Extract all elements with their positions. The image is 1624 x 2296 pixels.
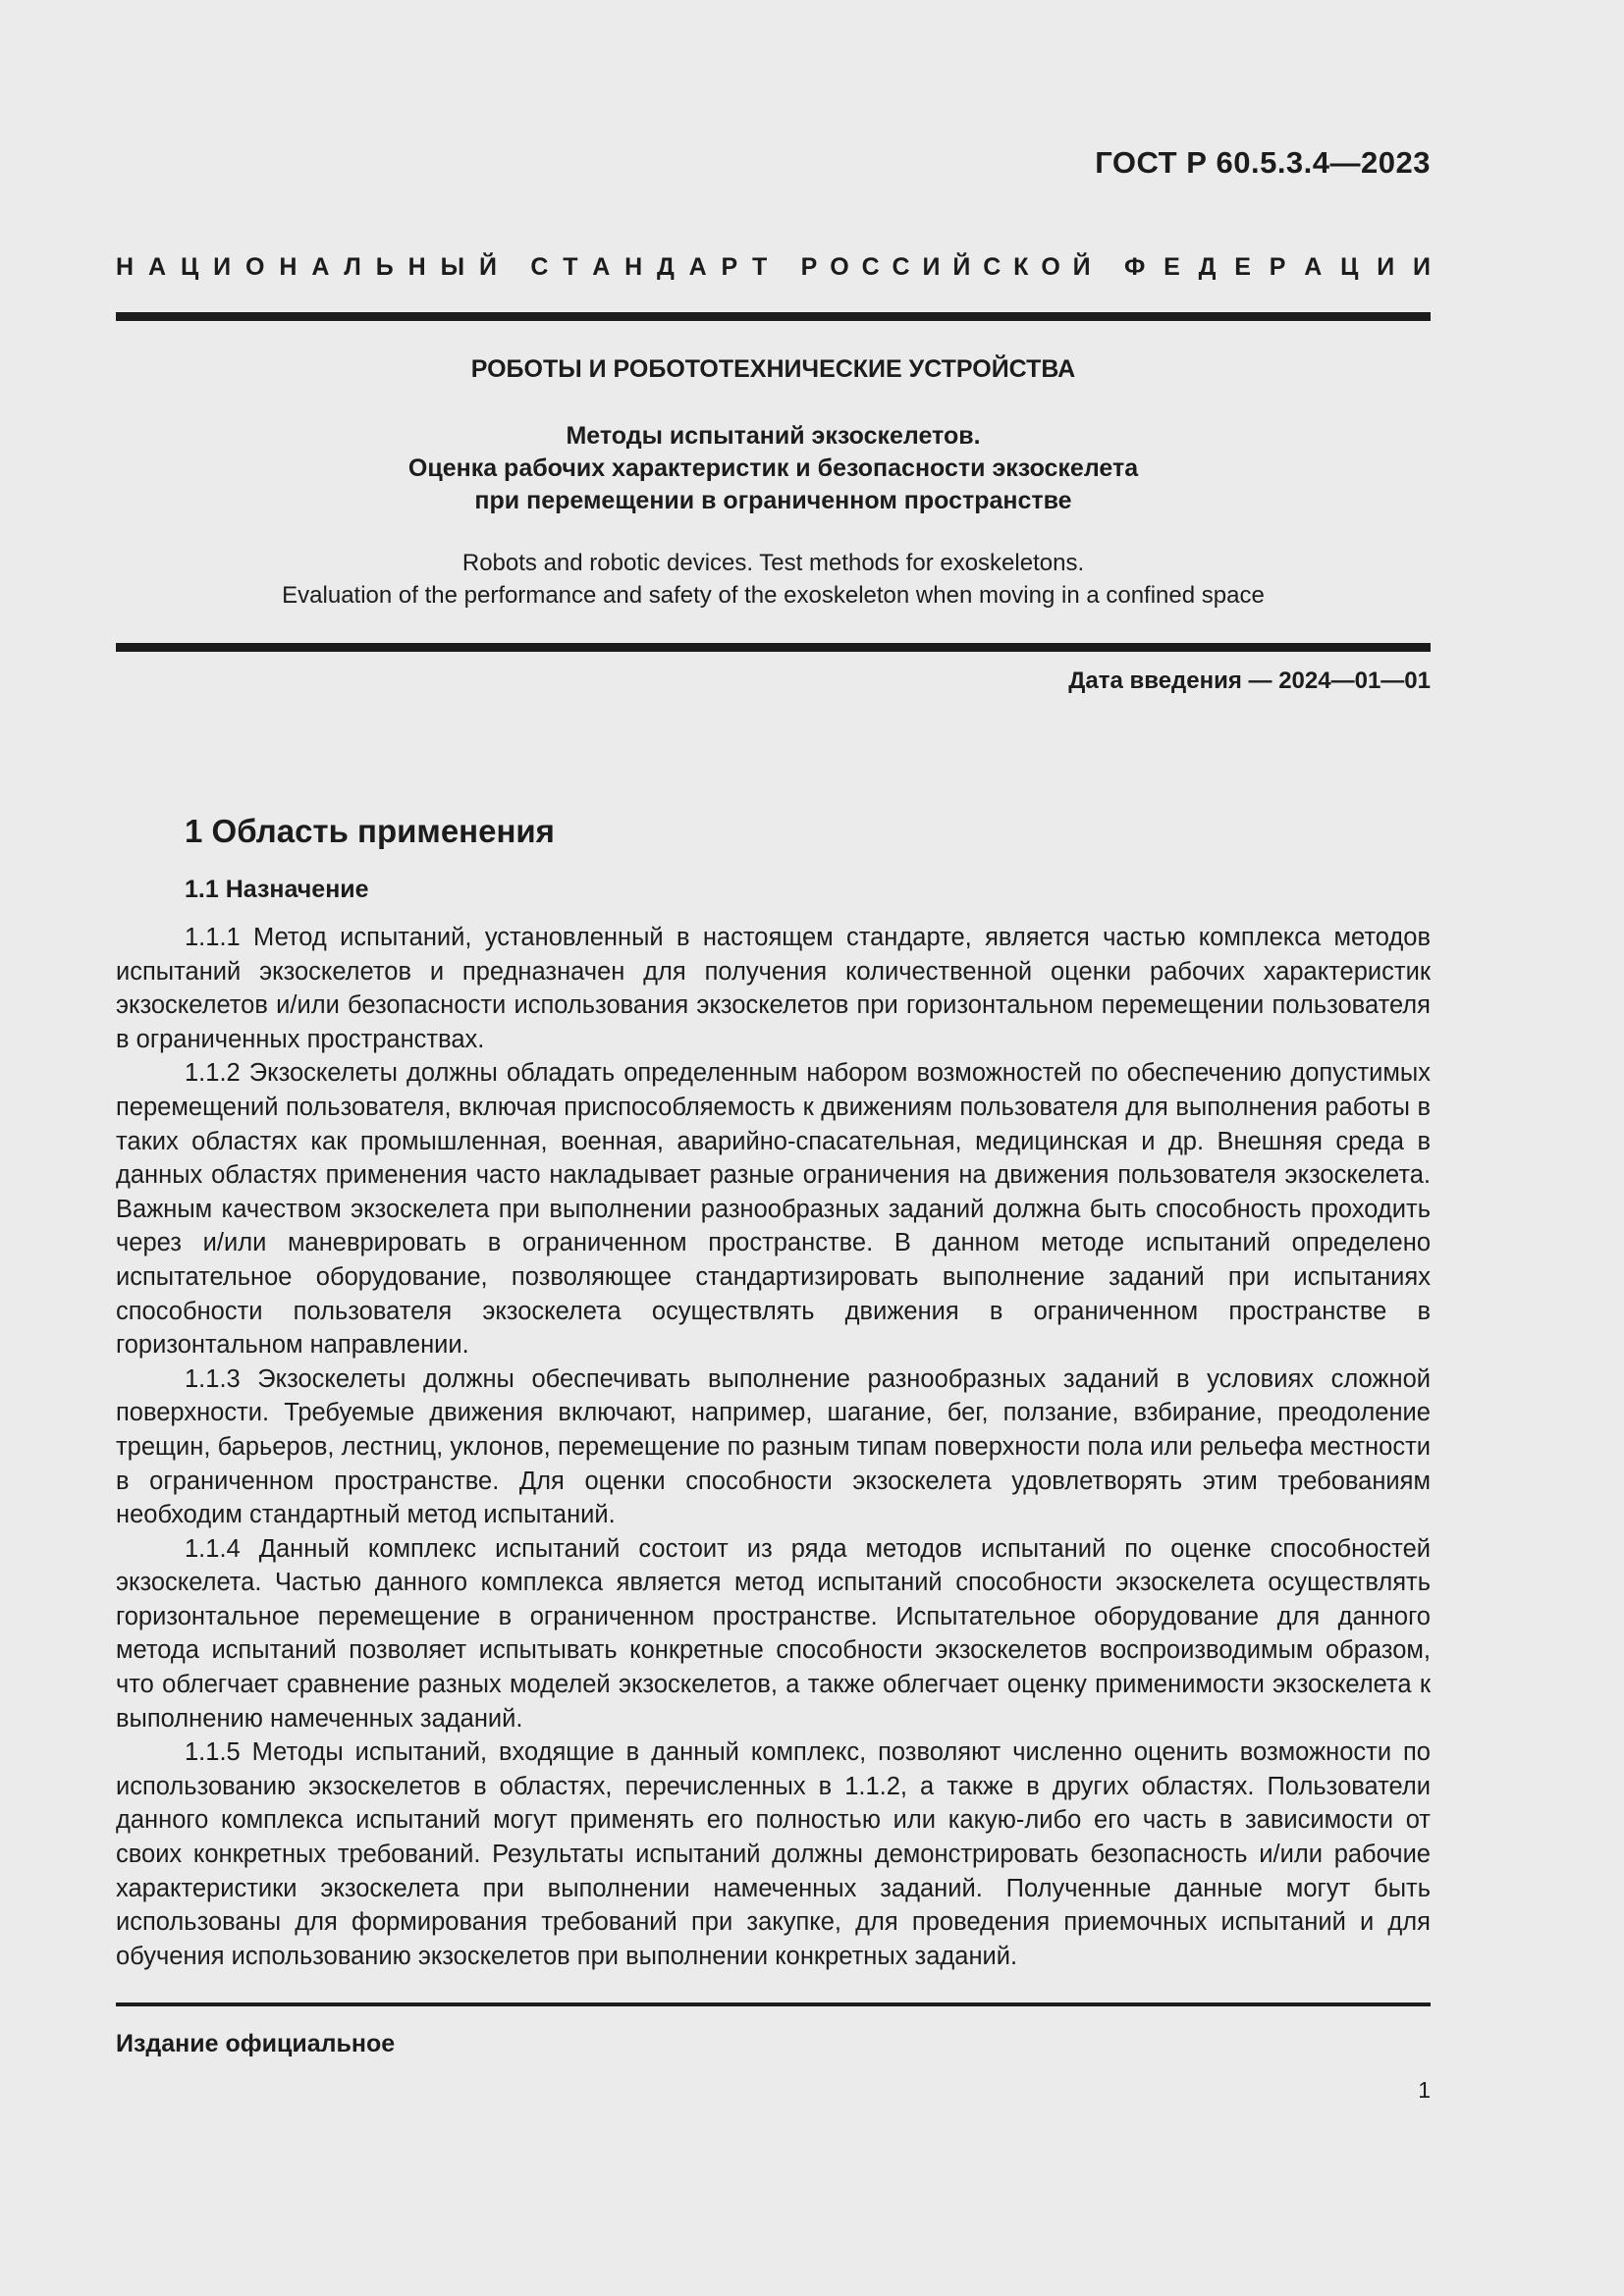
national-standard-word: С Т А Н Д А Р Т	[530, 253, 768, 281]
effective-date: Дата введения — 2024—01—01	[1068, 667, 1431, 694]
national-standard-word: Н А Ц И О Н А Л Ь Н Ы Й	[116, 253, 497, 281]
paragraph: 1.1.3 Экзоскелеты должны обеспечивать выполнение разнообразных заданий в условиях сложной поверхности. Требуемые движения включают, например, шагание, бег, ползание, взбирание, преодоление трещин, барьеров, лестниц, уклонов, перемещение по разным типам поверхности пола или рельефа местности в ограниченном пространстве. Для оценки способности экзоскелета удовлетворять этим требованиям необходим стандартный метод испытаний.	[116, 1364, 1431, 1529]
english-title-line: Evaluation of the performance and safety of the exoskeleton when moving in a confined space	[282, 582, 1265, 609]
subtitle-line: Оценка рабочих характеристик и безопасности экзоскелета	[407, 454, 1139, 482]
official-edition-label: Издание официальное	[116, 2030, 396, 2057]
paragraph: 1.1.5 Методы испытаний, входящие в данный комплекс, позволяют численно оценить возможности по использованию экзоскелетов в областях, перечисленных в 1.1.2, а также в других областях. Пользователи данного комплекса испытаний могут применять его полностью или какую-либо его часть в зависимости от своих конкретных требований. Результаты испытаний должны демонстрировать безопасность и/или рабочие характеристики экзоскелета при выполнении намеченных заданий. Полученные данные могут быть использованы для формирования требований при закупке, для проведения приемочных испытаний и для обучения использованию экзоскелетов при выполнении конкретных заданий.	[116, 1738, 1431, 1970]
title-bottom-divider	[116, 643, 1431, 652]
paragraph: 1.1.4 Данный комплекс испытаний состоит из ряда методов испытаний по оценке способностей экзоскелета. Частью данного комплекса является метод испытаний способности экзоскелета осуществлять горизонтальное перемещение в ограниченном пространстве. Испытательное оборудование для данного метода испытаний позволяет испытывать конкретные способности экзоскелетов воспроизводимым образом, что облегчает сравнение разных моделей экзоскелетов, а также облегчает оценку применимости экзоскелета к выполнению намеченных заданий.	[116, 1534, 1431, 1733]
english-title-line: Robots and robotic devices. Test methods for exoskeletons.	[461, 550, 1085, 576]
standard-code: ГОСТ Р 60.5.3.4—2023	[1095, 145, 1431, 180]
subtitle-line: при перемещении в ограниченном пространстве	[474, 487, 1072, 514]
top-divider	[116, 312, 1431, 321]
main-title: РОБОТЫ И РОБОТОТЕХНИЧЕСКИЕ УСТРОЙСТВА	[470, 355, 1076, 383]
paragraph: 1.1.1 Метод испытаний, установленный в настоящем стандарте, является частью комплекса методов испытаний экзоскелетов и предназначен для получения количественной оценки рабочих характеристик экзоскелетов и/или безопасности использования экзоскелетов при горизонтальном перемещении пользователя в ограниченных пространствах.	[116, 924, 1431, 1053]
paragraph: 1.1.2 Экзоскелеты должны обладать определенным набором возможностей по обеспечению допустимых перемещений пользователя, включая приспособляемость к движениям пользователя для выполнения работы в таких областях как промышленная, военная, аварийно-спасательная, медицинская и др. Внешняя среда в данных областях применения часто накладывает разные ограничения на движения пользователя экзоскелета. Важным качеством экзоскелета при выполнении разнообразных заданий должна быть способность проходить через и/или маневрировать в ограниченном пространстве. В данном методе испытаний определено испытательное оборудование, позволяющее стандартизировать выполнение заданий при испытаниях способности пользователя экзоскелета осуществлять движения в ограниченном пространстве в горизонтальном направлении.	[116, 1059, 1431, 1360]
page-number: 1	[1418, 2077, 1431, 2103]
national-standard-word: Ф Е Д Е Р А Ц И И	[1123, 253, 1431, 281]
subtitle-line: Методы испытаний экзоскелетов.	[566, 422, 981, 450]
subtitle	[116, 420, 1431, 517]
english-title	[116, 547, 1431, 612]
section-body	[116, 921, 1431, 1973]
section-heading: 1 Область применения	[185, 813, 555, 849]
subsection-heading: 1.1 Назначение	[185, 876, 369, 903]
national-standard-word: Р О С С И Й С К О Й	[800, 253, 1091, 281]
national-standard-heading	[116, 253, 1431, 282]
footer-divider	[116, 2002, 1431, 2006]
